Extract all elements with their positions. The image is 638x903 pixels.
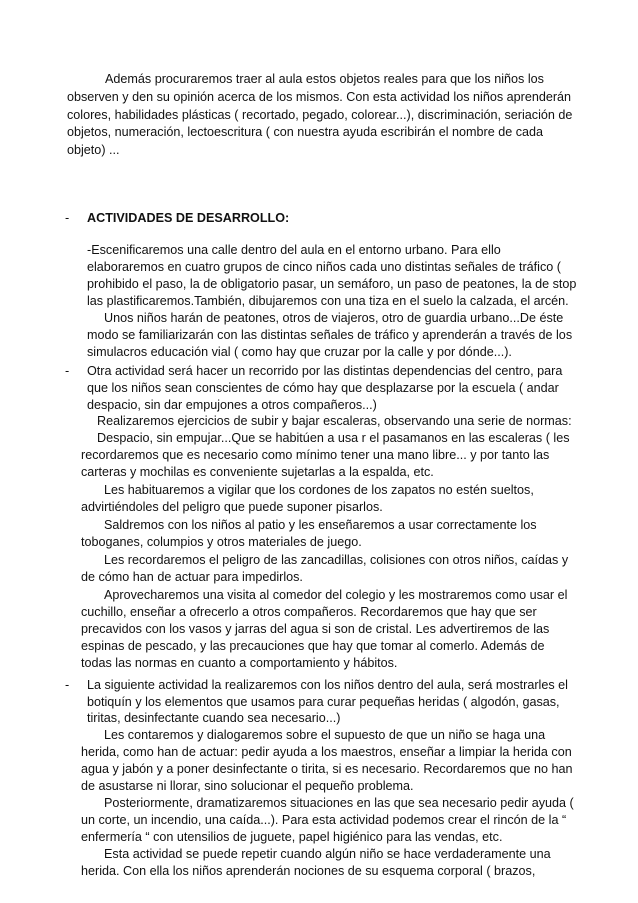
paragraph-line: Otra actividad será hacer un recorrido por las distintas dependencias del centro, para (87, 364, 563, 378)
paragraph-line: de asustarse ni llorar, sino solucionar el pequeño problema. (81, 779, 414, 793)
paragraph-line: un corte, un incendio, una caída...). Para esta actividad podemos crear el rincón de la “ (81, 813, 567, 827)
paragraph-line: Realizaremos ejercicios de subir y bajar escaleras, observando una serie de normas: (97, 414, 572, 428)
paragraph-line: simulacros educación vial ( como hay que cruzar por la calle y por dónde...). (87, 345, 512, 359)
paragraph-line: agua y jabón y a poner desinfectante o tirita, si es necesario. Recordaremos que no han (81, 762, 573, 776)
intro-line: objeto) ... (67, 143, 120, 157)
paragraph-line: herida, como han de actuar: pedir ayuda a los maestros, enseñar a limpiar la herida con (81, 745, 572, 759)
intro-line: observen y den su opinión acerca de los mismos. Con esta actividad los niños aprenderán (67, 90, 572, 104)
paragraph-line: Unos niños harán de peatones, otros de viajeros, otro de guardia urbano...De éste (104, 311, 564, 325)
paragraph-line: -Escenificaremos una calle dentro del aula en el entorno urbano. Para ello (87, 243, 501, 257)
list-bullet: - (65, 364, 70, 378)
paragraph-line: precavidos con los vasos y jarras del agua si son de cristal. Les advertiremos de las (81, 622, 550, 636)
paragraph-line: Les contaremos y dialogaremos sobre el supuesto de que un niño se haga una (104, 728, 546, 742)
paragraph-line: cuchillo, enseñar a ofrecerlo a otros compañeros. Recordaremos que hay que ser (81, 605, 537, 619)
section-heading: ACTIVIDADES DE DESARROLLO: (87, 211, 290, 225)
paragraph-line: carteras y mochilas es conveniente sujetarlas a la espalda, etc. (81, 465, 434, 479)
paragraph-line: modo se familiarizarán con las distintas señales de tráfico y aprenderán a través de los (87, 328, 573, 342)
paragraph-line: enfermería “ con utensilios de juguete, papel higiénico para las vendas, etc. (81, 830, 503, 844)
paragraph-line: Esta actividad se puede repetir cuando algún niño se hace verdaderamente una (104, 847, 551, 861)
paragraph-line: prohibido el paso, la de obligatorio pasar, un semáforo, un paso de peatones, la de stop (87, 277, 577, 291)
paragraph-line: despacio, sin dar empujones a otros compañeros...) (87, 398, 377, 412)
paragraph-line: toboganes, columpios y otros materiales de juego. (81, 535, 362, 549)
paragraph-line: Despacio, sin empujar...Que se habitúen a usa r el pasamanos en las escaleras ( les (97, 431, 570, 445)
intro-line: Además procuraremos traer al aula estos objetos reales para que los niños los (105, 72, 544, 86)
paragraph-line: que los niños sean conscientes de cómo hay que desplazarse por la escuela ( andar (87, 381, 559, 395)
paragraph-line: Saldremos con los niños al patio y les enseñaremos a usar correctamente los (104, 518, 537, 532)
paragraph-line: Les recordaremos el peligro de las zancadillas, colisiones con otros niños, caídas y (104, 553, 569, 567)
paragraph-line: recordaremos que es necesario como mínimo tener una mano libre... y por tanto las (81, 448, 550, 462)
paragraph-line: todas las normas en cuanto a comportamiento y hábitos. (81, 656, 398, 670)
paragraph-line: tiritas, desinfectante cuando sea necesario...) (87, 711, 341, 725)
paragraph-line: Les habituaremos a vigilar que los cordones de los zapatos no estén sueltos, (104, 483, 534, 497)
list-bullet: - (65, 211, 70, 225)
intro-line: objetos, numeración, lectoescritura ( con nuestra ayuda escribirán el nombre de cada (67, 125, 544, 139)
paragraph-line: La siguiente actividad la realizaremos con los niños dentro del aula, será mostrarles el (87, 678, 568, 692)
paragraph-line: las plastificaremos.También, dibujaremos con una tiza en el suelo la calzada, el arcén. (87, 294, 569, 308)
paragraph-line: Posteriormente, dramatizaremos situaciones en las que sea necesario pedir ayuda ( (104, 796, 574, 810)
paragraph-line: herida. Con ella los niños aprenderán nociones de su esquema corporal ( brazos, (81, 864, 536, 878)
paragraph-line: elaboraremos en cuatro grupos de cinco niños cada uno distintas señales de tráfico ( (87, 260, 561, 274)
list-bullet: - (65, 678, 70, 692)
paragraph-line: advirtiéndoles del peligro que puede suponer pisarlos. (81, 500, 383, 514)
paragraph-line: espinas de pescado, y las precauciones que hay que tomar al comerlo. Además de (81, 639, 545, 653)
intro-line: colores, habilidades plásticas ( recortado, pegado, colorear...), discriminación, seriación de (67, 108, 573, 122)
paragraph-line: de cómo han de actuar para impedirlos. (81, 570, 303, 584)
paragraph-line: Aprovecharemos una visita al comedor del colegio y les mostraremos como usar el (104, 588, 568, 602)
paragraph-line: botiquín y los elementos que usamos para curar pequeñas heridas ( algodón, gasas, (87, 695, 560, 709)
